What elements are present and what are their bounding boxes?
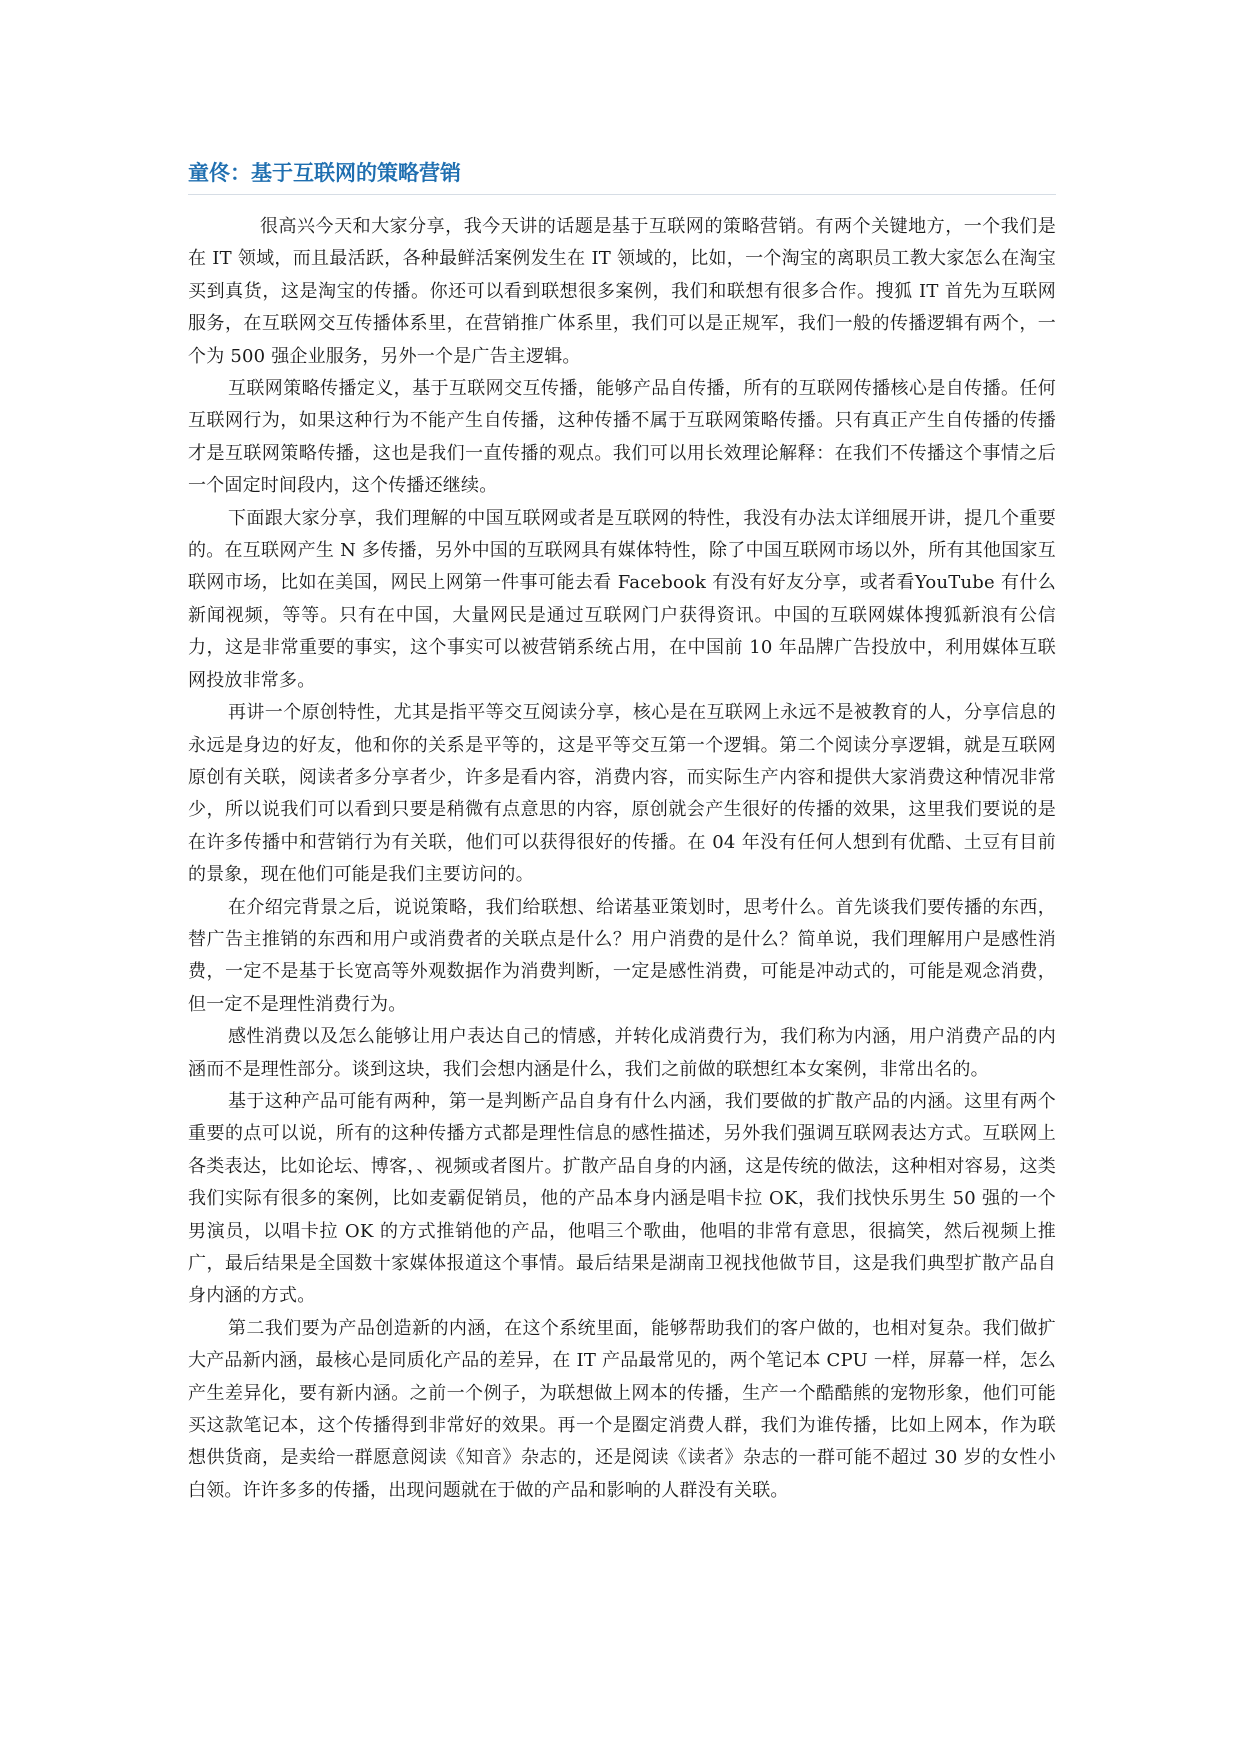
paragraph-5: 在介绍完背景之后，说说策略，我们给联想、给诺基亚策划时，思考什么。首先谈我们要传播的东西，替广告主推销的东西和用户或消费者的关联点是什么？用户消费的是什么？简单说，我们理解用户是感性消费，一定不是基于长宽高等外观数据作为消费判断，一定是感性消费，可能是冲动式的，可能是观念消费，但一定不是理性消费行为。 [188, 896, 1056, 1015]
paragraph-8: 第二我们要为产品创造新的内涵，在这个系统里面，能够帮助我们的客户做的，也相对复杂。我们做扩大产品新内涵，最核心是同质化产品的差异，在 IT 产品最常见的，两个笔记本 CPU 一样，屏幕一样，怎么产生差异化，要有新内涵。之前一个例子，为联想做上网本的传播，生产一个酷酷熊的宠物形象，他们可能买这款笔记本，这个传播得到非常好的效果。再一个是圈定消费人群，我们为谁传播，比如上网本，作为联想供货商，是卖给一群愿意阅读《知音》杂志的，还是阅读《读者》杂志的一群可能不超过 30 岁的女性小白领。许许多多的传播，出现问题就在于做的产品和影响的人群没有关联。 [188, 1317, 1056, 1501]
title-divider [188, 194, 1056, 195]
document-page [188, 158, 1056, 1507]
paragraph-6: 感性消费以及怎么能够让用户表达自己的情感，并转化成消费行为，我们称为内涵，用户消费产品的内涵而不是理性部分。谈到这块，我们会想内涵是什么，我们之前做的联想红本女案例，非常出名的。 [188, 1026, 1056, 1080]
paragraph-1: 很高兴今天和大家分享，我今天讲的话题是基于互联网的策略营销。有两个关键地方，一个我们是在 IT 领域，而且最活跃，各种最鲜活案例发生在 IT 领域的，比如，一个淘宝的离职员工教大家怎么在淘宝买到真货，这是淘宝的传播。你还可以看到联想很多案例，我们和联想有很多合作。搜狐 IT 首先为互联网服务，在互联网交互传播体系里，在营销推广体系里，我们可以是正规军，我们一般的传播逻辑有两个，一个为 500 强企业服务，另外一个是广告主逻辑。 [188, 216, 1056, 367]
paragraph-3: 下面跟大家分享，我们理解的中国互联网或者是互联网的特性，我没有办法太详细展开讲，提几个重要的。在互联网产生 N 多传播，另外中国的互联网具有媒体特性，除了中国互联网市场以外，所有其他国家互联网市场，比如在美国，网民上网第一件事可能去看 Facebook 有没有好友分享，或者看YouTube 有什么新闻视频，等等。只有在中国，大量网民是通过互联网门户获得资讯。中国的互联网媒体搜狐新浪有公信力，这是非常重要的事实，这个事实可以被营销系统占用，在中国前 10 年品牌广告投放中，利用媒体互联网投放非常多。 [188, 507, 1056, 691]
paragraph-2: 互联网策略传播定义，基于互联网交互传播，能够产品自传播，所有的互联网传播核心是自传播。任何互联网行为，如果这种行为不能产生自传播，这种传播不属于互联网策略传播。只有真正产生自传播的传播才是互联网策略传播，这也是我们一直传播的观点。我们可以用长效理论解释：在我们不传播这个事情之后一个固定时间段内，这个传播还继续。 [188, 378, 1056, 497]
document-title: 童佟：基于互联网的策略营销 [188, 161, 461, 185]
paragraph-7: 基于这种产品可能有两种，第一是判断产品自身有什么内涵，我们要做的扩散产品的内涵。这里有两个重要的点可以说，所有的这种传播方式都是理性信息的感性描述，另外我们强调互联网表达方式。互联网上各类表达，比如论坛、博客，、视频或者图片。扩散产品自身的内涵，这是传统的做法，这种相对容易，这类我们实际有很多的案例，比如麦霸促销员，他的产品本身内涵是唱卡拉 OK，我们找快乐男生 50 强的一个男演员，以唱卡拉 OK 的方式推销他的产品，他唱三个歌曲，他唱的非常有意思，很搞笑，然后视频上推广，最后结果是全国数十家媒体报道这个事情。最后结果是湖南卫视找他做节目，这是我们典型扩散产品自身内涵的方式。 [188, 1090, 1056, 1307]
paragraph-4: 再讲一个原创特性，尤其是指平等交互阅读分享，核心是在互联网上永远不是被教育的人，分享信息的永远是身边的好友，他和你的关系是平等的，这是平等交互第一个逻辑。第二个阅读分享逻辑，就是互联网原创有关联，阅读者多分享者少，许多是看内容，消费内容，而实际生产内容和提供大家消费这种情况非常少，所以说我们可以看到只要是稍微有点意思的内容，原创就会产生很好的传播的效果，这里我们要说的是在许多传播中和营销行为有关联，他们可以获得很好的传播。在 04 年没有任何人想到有优酷、土豆有目前的景象，现在他们可能是我们主要访问的。 [188, 702, 1056, 886]
